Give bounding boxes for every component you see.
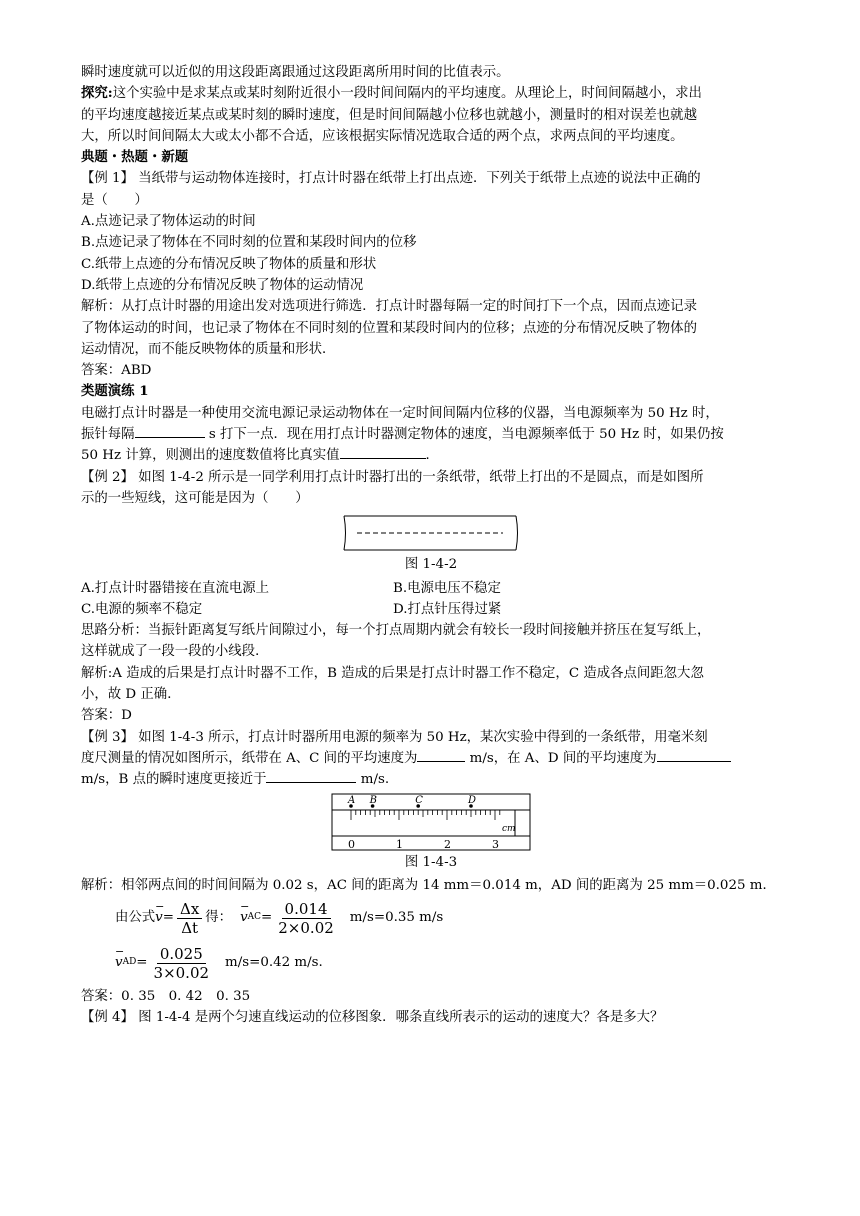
answer-blank [340, 445, 426, 459]
text-line: 瞬时速度就可以近似的用这段距离跟通过这段距离所用时间的比值表示。 [81, 65, 510, 80]
ruler-numbers [348, 838, 499, 851]
solution-line: 运动情况，而不能反映物体的质量和形状． [81, 341, 336, 357]
unit-label: cm [502, 823, 516, 834]
tape-points [347, 795, 476, 808]
formula-ad: − v AD = $\frac{0.025}{3\times 0.02}$ m/s=0.42 m/s. [81, 940, 781, 986]
drill-line: 电磁打点计时器是一种使用交流电源记录运动物体在一定时间间隔内位移的仪器，当电源频率为 50 Hz 时， [81, 405, 719, 421]
solution-line: 解析：相邻两点间的时间间隔为 0.02 s，AC 间的距离为 14 mm＝0.014 m，AD 间的距离为 25 mm＝0.025 m． [81, 877, 776, 893]
answer-blank [417, 748, 465, 762]
answer: 答案：D [81, 708, 132, 724]
point-label: D [468, 794, 477, 806]
explore-label: 探究: [81, 85, 113, 102]
options-row [81, 578, 781, 599]
section-heading: 典题・热题・新题 [81, 149, 189, 166]
ruler-number: 2 [444, 837, 451, 851]
example-2-question-cont: 示的一些短线，这可能是因为（ ） [81, 490, 309, 506]
drill-title: 类题演练 1 [81, 383, 149, 400]
option-a: A.点迹记录了物体运动的时间 [81, 214, 256, 230]
option-b: B.点迹记录了物体在不同时刻的位置和某段时间内的位移 [81, 235, 417, 251]
solution-line: 了物体运动的时间，也记录了物体在不同时刻的位置和某段时间内的位移；点迹的分布情况反映了物体的 [81, 320, 697, 336]
solution-line: 解析：从打点计时器的用途出发对选项进行筛选．打点计时器每隔一定的时间打下一个点，因而点迹记录 [81, 299, 697, 315]
text-line: 这个实验中是求某点或某时刻附近很小一段时间间隔内的平均速度。从理论上，时间间隔越小，求出 [112, 86, 702, 102]
option-c: C.纸带上点迹的分布情况反映了物体的质量和形状 [81, 256, 377, 272]
v-bar-symbol: − v [155, 907, 163, 928]
example-3-question: 【例 3】 如图 1-4-3 所示，打点计时器所用电源的频率为 50 Hz，某次实验中得到的一条纸带，用毫米刻 [81, 729, 708, 745]
example-1-question-cont: 是（ ） [81, 192, 148, 208]
solution-line: 小，故 D 正确． [81, 687, 181, 703]
text-line: 的平均速度越接近某点或某时刻的瞬时速度，但是时间间隔越小位移也就越小，测量时的相对误差也就越 [81, 107, 697, 123]
ruler-number: 1 [396, 837, 403, 851]
figure-1-4-3 [81, 793, 781, 851]
options-row [81, 599, 781, 620]
answer-blank [266, 769, 356, 783]
explore-paragraph [81, 83, 781, 104]
answer-blank [657, 748, 731, 762]
text-line: 大，所以时间间隔太大或太小都不合适，应该根据实际情况选取合适的两个点，求两点间的平均速度。 [81, 128, 684, 144]
example-3-question-cont: m/s，B 点的瞬时速度更接近于 m/s. [81, 769, 781, 790]
ruler-figure [331, 793, 531, 851]
example-1-question: 【例 1】 当纸带与运动物体连接时，打点计时器在纸带上打出点迹．下列关于纸带上点迹的说法中正确的 [81, 171, 701, 187]
analysis-line: 这样就成了一段一段的小线段． [81, 644, 269, 660]
figure-1-4-2 [81, 513, 781, 553]
solution-line: 解析:A 造成的后果是打点计时器不工作，B 造成的后果是打点计时器工作不稳定，C 造成各点间距忽大忽 [81, 665, 704, 681]
ruler-number: 0 [348, 837, 355, 851]
example-4-question: 【例 4】 图 1-4-4 是两个匀速直线运动的位移图象．哪条直线所表示的运动的速度大？各是多大？ [81, 1010, 664, 1026]
option-b: B.电源电压不稳定 [393, 580, 501, 596]
option-d: D.纸带上点迹的分布情况反映了物体的运动情况 [81, 277, 364, 293]
v-bar-symbol: − v [240, 907, 248, 928]
fraction: $\frac{\Delta x}{\Delta t}$ [177, 900, 202, 937]
point-label: C [415, 794, 423, 806]
fraction: $\frac{0.025}{3\times 0.02}$ [153, 944, 210, 982]
option-c: C.电源的频率不稳定 [81, 601, 203, 617]
ruler-number: 3 [492, 837, 499, 851]
fraction: $\frac{0.014}{2\times 0.02}$ [278, 899, 334, 937]
drill-line: 振针每隔 s 打下一点．现在用打点计时器测定物体的速度，当电源频率低于 50 Hz 时，如果仍按 [81, 424, 781, 445]
point-label: A [348, 794, 356, 806]
formula-ac: 由公式 − v = $\frac{\Delta x}{\Delta t}$ 得： − v AC = $\frac{0.014}{2\times 0.02}$ m/s=0.35 m/s [81, 896, 781, 940]
drill-line: 50 Hz 计算，则测出的速度数值将比真实值 ． [81, 445, 781, 466]
point-label: B [369, 794, 377, 806]
answer-blank [135, 424, 205, 438]
paper-tape-figure [343, 513, 519, 553]
analysis-line: 思路分析：当振针距离复写纸片间隙过小，每一个打点周期内就会有较长一段时间接触并挤压在复写纸上， [81, 623, 711, 639]
example-3-question-cont: 度尺测量的情况如图所示，纸带在 A、C 间的平均速度为 m/s，在 A、D 间的平均速度为 [81, 748, 781, 769]
option-d: D.打点针压得过紧 [393, 601, 502, 617]
document-page [81, 62, 781, 1029]
example-2-question: 【例 2】 如图 1-4-2 所示是一同学利用打点计时器打出的一条纸带，纸带上打出的不是圆点，而是如图所 [81, 469, 704, 485]
option-a: A.打点计时器错接在直流电源上 [81, 580, 270, 596]
answer: 答案：ABD [81, 363, 152, 379]
answer: 答案：0. 35 0. 42 0. 35 [81, 989, 251, 1005]
ruler-ticks [351, 810, 500, 820]
v-bar-symbol: − v [115, 952, 123, 973]
figure-caption: 图 1-4-3 [404, 854, 458, 870]
figure-caption: 图 1-4-2 [404, 557, 458, 573]
